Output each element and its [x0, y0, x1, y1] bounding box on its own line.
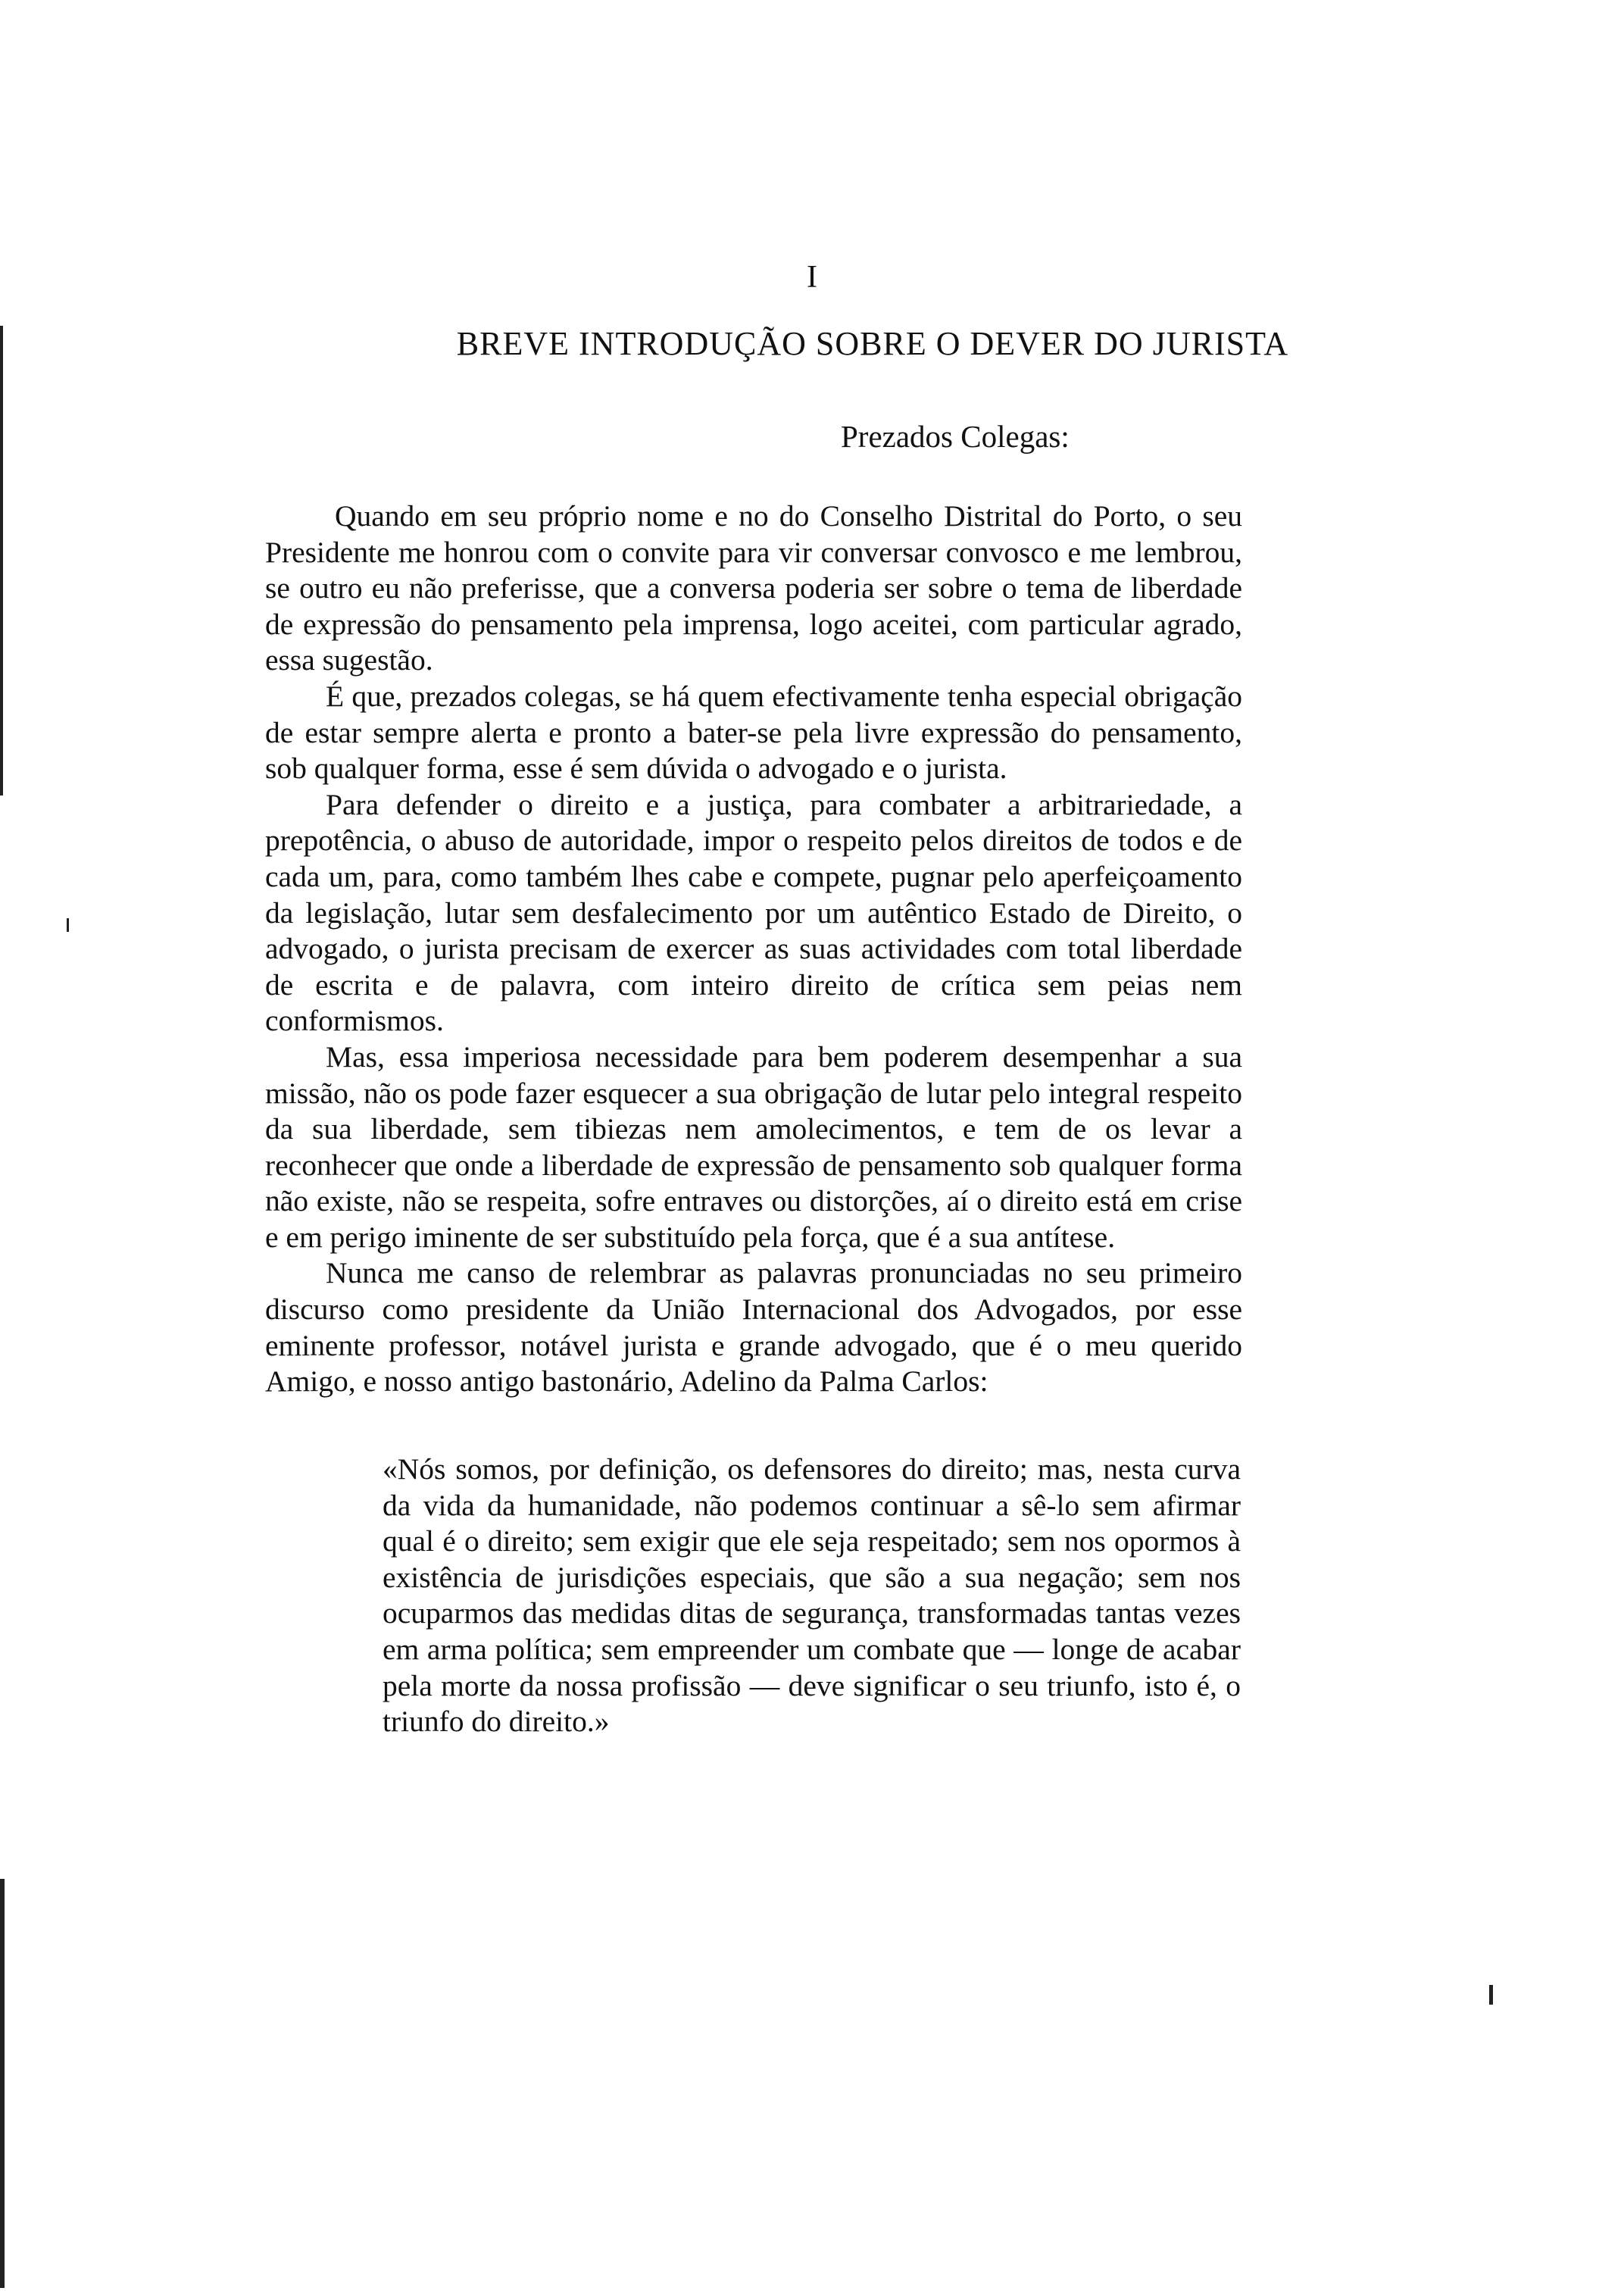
chapter-title: BREVE INTRODUÇÃO SOBRE O DEVER DO JURISTA [456, 325, 1289, 362]
chapter-number: I [807, 260, 817, 295]
body-text [265, 499, 1242, 1400]
scan-speck [67, 918, 69, 932]
paragraph-1: Quando em seu próprio nome e no do Conselho Distrital do Porto, o seu Presidente me honrou com o convite para vir conversar convosco e me lembrou, se outro eu não preferisse, que a conversa poderia ser sobre o tema de liberdade de expressão do pensamento pela imprensa, logo aceitei, com particular agrado, essa sugestão. [265, 499, 1242, 677]
quote-text: «Nós somos, por definição, os defensores do direito; mas, nesta curva da vida da humanidade, não podemos continuar a sê-lo sem afirmar qual é o direito; sem exigir que ele seja respeitado; sem nos opormos à existência de jurisdições especiais, que são a sua negação; sem nos ocuparmos das medidas ditas de segurança, transformadas tantas vezes em arma política; sem empreender um combate que — longe de acabar pela morte da nossa profissão — deve significar o seu triunfo, isto é, o triunfo do direito.» [383, 1452, 1241, 1739]
salutation: Prezados Colegas: [841, 419, 1070, 454]
paragraph-5: Nunca me canso de relembrar as palavras pronunciadas no seu primeiro discurso como presidente da União Internacional dos Advogados, por esse eminente professor, notável jurista e grande advogado, que é o meu querido Amigo, e nosso antigo bastonário, Adelino da Palma Carlos: [265, 1256, 1242, 1399]
paragraph-2: É que, prezados colegas, se há quem efectivamente tenha especial obrigação de estar sempre alerta e pronto a bater-se pela livre expressão do pensamento, sob qualquer forma, esse é sem dúvida o advogado e o jurista. [265, 679, 1242, 786]
scan-edge-mark [0, 326, 3, 795]
paragraph-4: Mas, essa imperiosa necessidade para bem poderem desempenhar a sua missão, não os pode fazer esquecer a sua obrigação de lutar pelo integral respeito da sua liberdade, sem tibiezas nem amolecimentos, e tem de os levar a reconhecer que onde a liberdade de expressão de pensamento sob qualquer forma não existe, não se respeita, sofre entraves ou distorções, aí o direito está em crise e em perigo iminente de ser substituído pela força, que é a sua antítese. [265, 1039, 1242, 1254]
scan-speck [1489, 1985, 1493, 2005]
block-quote [383, 1452, 1241, 1740]
scan-edge-mark [0, 1879, 5, 2288]
paragraph-3: Para defender o direito e a justiça, para combater a arbitrariedade, a prepotência, o abuso de autoridade, impor o respeito pelos direitos de todos e de cada um, para, como também lhes cabe e compete, pugnar pelo aperfeiçoamento da legislação, lutar sem desfalecimento por um autêntico Estado de Direito, o advogado, o jurista precisam de exercer as suas actividades com total liberdade de escrita e de palavra, com inteiro direito de crítica sem peias nem conformismos. [265, 787, 1242, 1038]
